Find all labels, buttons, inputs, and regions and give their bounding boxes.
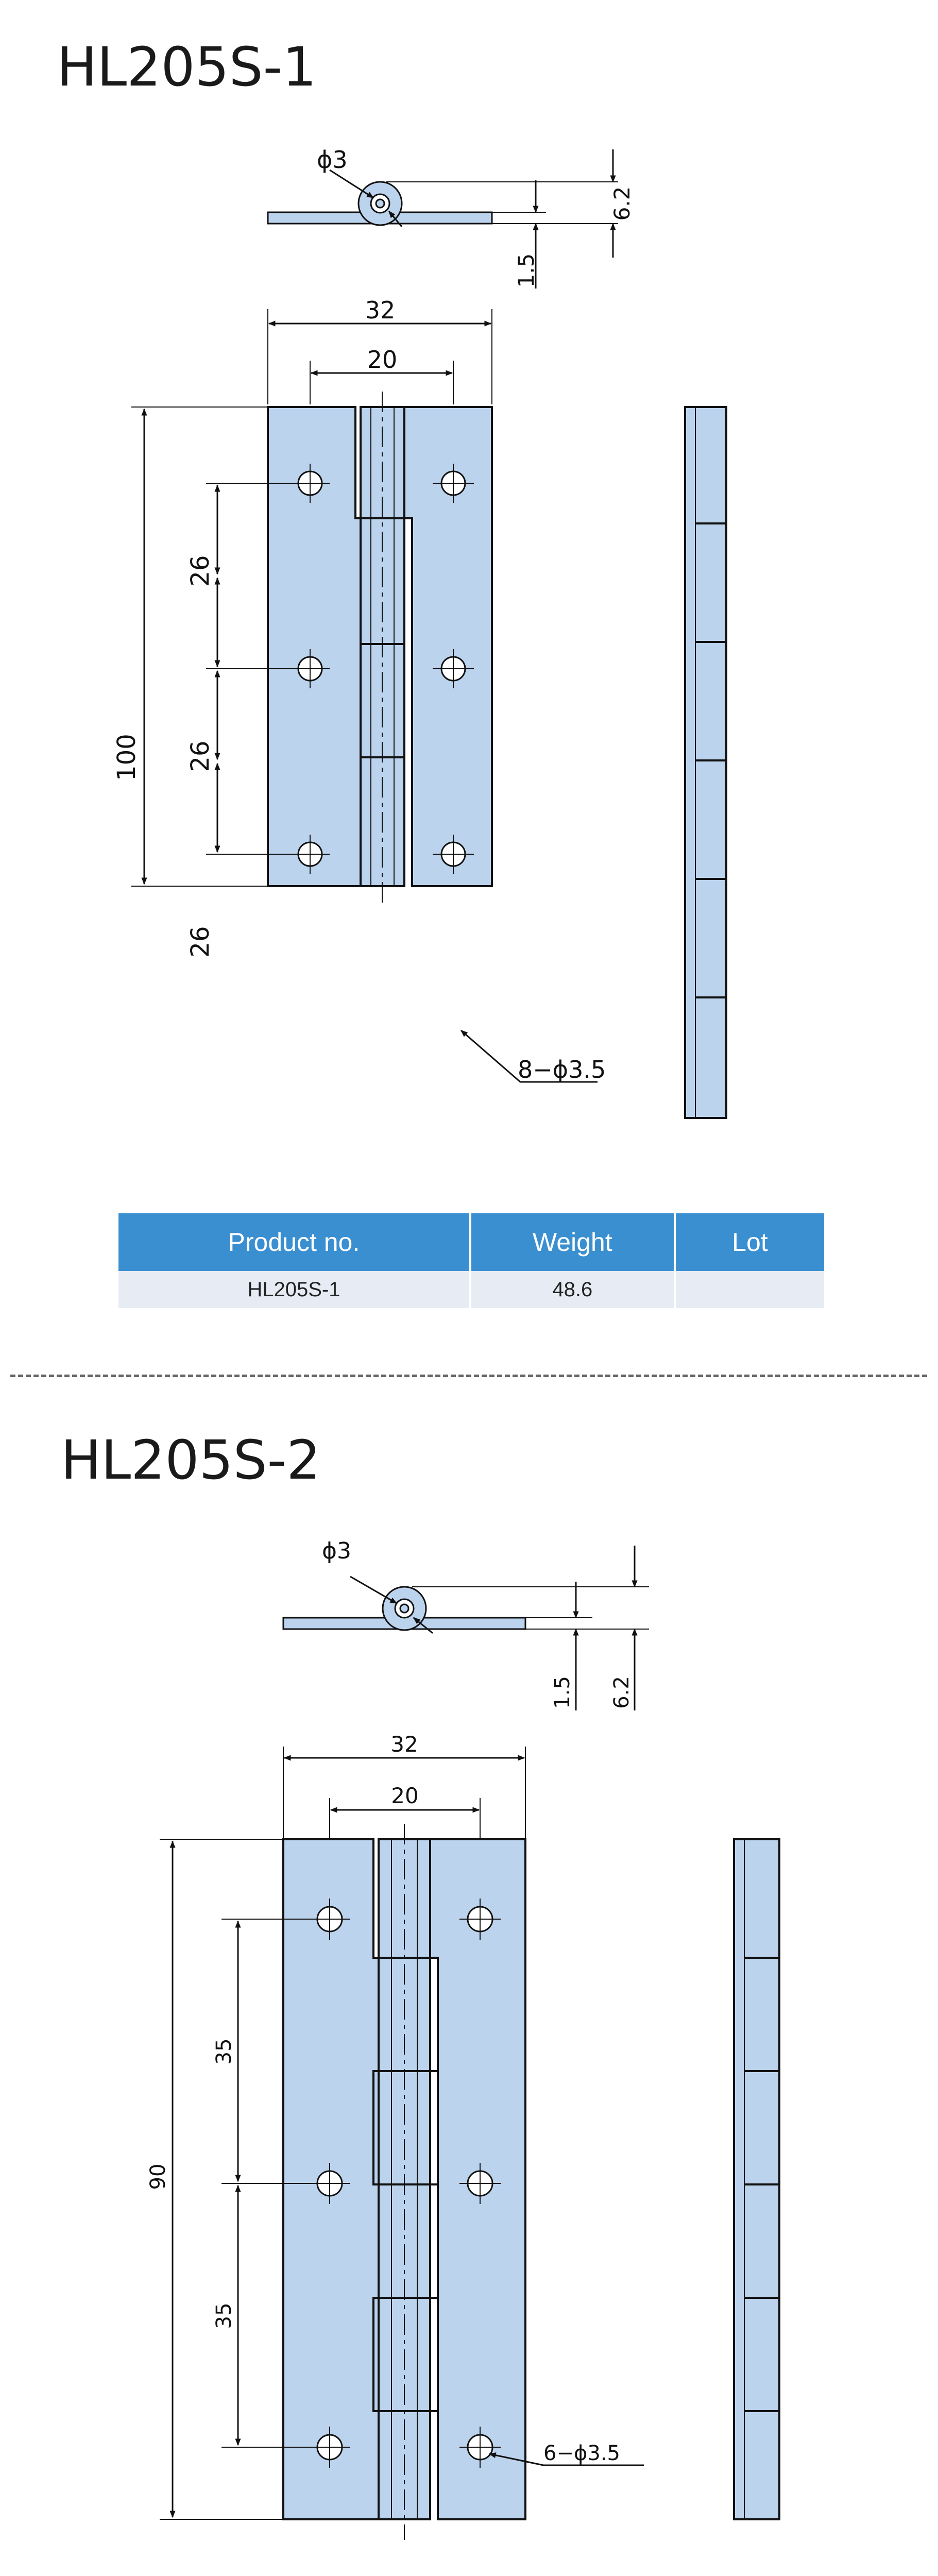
header-weight: Weight — [470, 1213, 675, 1271]
top-view — [283, 1546, 649, 1710]
section-title: HL205S-2 — [61, 1429, 321, 1492]
header-product-no: Product no. — [118, 1213, 470, 1271]
section-title: HL205S-1 — [57, 36, 317, 98]
pitch-label-1: 26 — [186, 555, 215, 587]
spec-table — [118, 1213, 824, 1308]
hinge-section-2 — [0, 1391, 938, 2576]
table-row — [118, 1271, 824, 1308]
hinge-drawing-1 — [0, 0, 938, 1200]
section-divider — [10, 1375, 927, 1377]
pin-diameter-label: ϕ3 — [317, 146, 348, 174]
width-total-label: 32 — [365, 296, 396, 324]
holes-label: 6−ϕ3.5 — [543, 2442, 620, 2465]
hole-spacing-label: 20 — [367, 346, 398, 374]
thickness-label: 1.5 — [514, 253, 539, 288]
length-label: 100 — [112, 734, 141, 781]
side-view — [685, 407, 726, 1118]
hole-spacing-label: 20 — [391, 1783, 419, 1808]
side-view — [734, 1839, 779, 2519]
pin-diameter-label: ϕ3 — [322, 1538, 352, 1564]
length-label: 90 — [146, 2163, 170, 2190]
pitch-label-3: 26 — [186, 926, 215, 958]
holes-label: 8−ϕ3.5 — [518, 1056, 606, 1083]
height-label: 6.2 — [609, 186, 635, 221]
front-view — [131, 309, 598, 1082]
width-total-label: 32 — [390, 1732, 418, 1757]
pitch-label-1: 35 — [212, 2038, 236, 2065]
height-label: 6.2 — [610, 1676, 634, 1709]
pitch-label-2: 35 — [212, 2302, 236, 2329]
thickness-label: 1.5 — [551, 1676, 574, 1709]
hinge-drawing-2 — [0, 1391, 938, 2576]
cell-weight: 48.6 — [470, 1271, 675, 1308]
cell-lot — [675, 1271, 824, 1308]
front-view — [160, 1747, 644, 2540]
cell-product-no: HL205S-1 — [118, 1271, 470, 1308]
header-lot: Lot — [675, 1213, 824, 1271]
pitch-label-2: 26 — [186, 740, 215, 772]
